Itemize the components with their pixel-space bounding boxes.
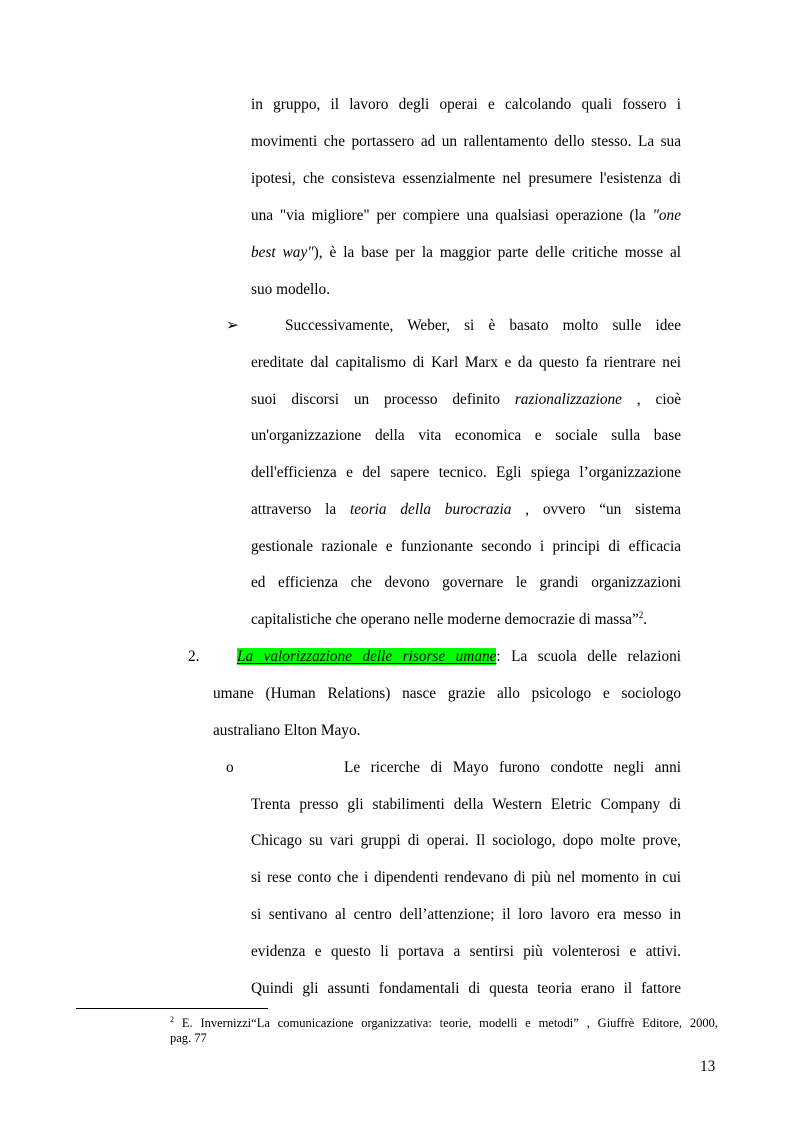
body-line: attraverso la teoria della burocrazia , ovvero “un sistema	[251, 501, 681, 518]
body-line: ereditate dal capitalismo di Karl Marx e da questo fa rientrare nei	[251, 354, 681, 371]
footnote-reference[interactable]: 2	[638, 610, 644, 620]
body-line: Trenta presso gli stabilimenti della Western Eletric Company di	[251, 796, 681, 813]
body-line: una "via migliore" per compiere una qualsiasi operazione (la "one	[251, 207, 681, 224]
footnote-line: pag. 77	[170, 1031, 207, 1045]
body-line: Quindi gli assunti fondamentali di questa teoria erano il fattore	[251, 980, 681, 997]
page-number: 13	[700, 1058, 716, 1075]
body-line: Successivamente, Weber, si è basato molto sulle idee	[285, 317, 681, 334]
body-line: suo modello.	[251, 281, 331, 298]
body-line: dell'efficienza e del sapere tecnico. Egli spiega l’organizzazione	[251, 464, 681, 481]
body-line: gestionale razionale e funzionante secondo i principi di efficacia	[251, 538, 681, 555]
footnote-divider	[76, 1008, 268, 1009]
body-line: australiano Elton Mayo.	[213, 722, 361, 739]
body-line: evidenza e questo li portava a sentirsi più volenterosi e attivi.	[251, 943, 681, 960]
body-line: movimenti che portassero ad un rallentamento dello stesso. La sua	[251, 133, 681, 150]
body-line: in gruppo, il lavoro degli operai e calcolando quali fossero i	[251, 96, 681, 113]
body-line: ed efficienza che devono governare le grandi organizzazioni	[251, 574, 681, 591]
body-line: si rese conto che i dipendenti rendevano di più nel momento in cui	[251, 869, 681, 886]
circle-bullet-icon: o	[226, 759, 234, 776]
body-line: La valorizzazione delle risorse umane: La scuola delle relazioni	[237, 648, 681, 665]
list-number: 2.	[188, 648, 200, 665]
body-line: ipotesi, che consisteva essenzialmente nel presumere l'esistenza di	[251, 170, 681, 187]
body-line: Le ricerche di Mayo furono condotte negli anni	[344, 759, 681, 776]
body-line: suoi discorsi un processo definito razionalizzazione , cioè	[251, 391, 681, 408]
highlighted-heading: La valorizzazione delle risorse umane	[237, 648, 497, 665]
body-line: Chicago su vari gruppi di operai. Il sociologo, dopo molte prove,	[251, 832, 681, 849]
body-line: un'organizzazione della vita economica e sociale sulla base	[251, 427, 681, 444]
body-line: umane (Human Relations) nasce grazie allo psicologo e sociologo	[213, 685, 681, 702]
body-line: capitalistiche che operano nelle moderne democrazie di massa”$^2$.	[251, 610, 648, 628]
body-line: si sentivano al centro dell’attenzione; il loro lavoro era messo in	[251, 906, 681, 923]
body-line: best way"), è la base per la maggior parte delle critiche mosse al	[251, 244, 681, 261]
arrow-bullet-icon: ➢	[226, 317, 239, 334]
footnote-line: $^2$ E. Invernizzi“La comunicazione organizzativa: teorie, modelli e metodi” , Giuffrè Editore, 2000,	[170, 1015, 718, 1030]
